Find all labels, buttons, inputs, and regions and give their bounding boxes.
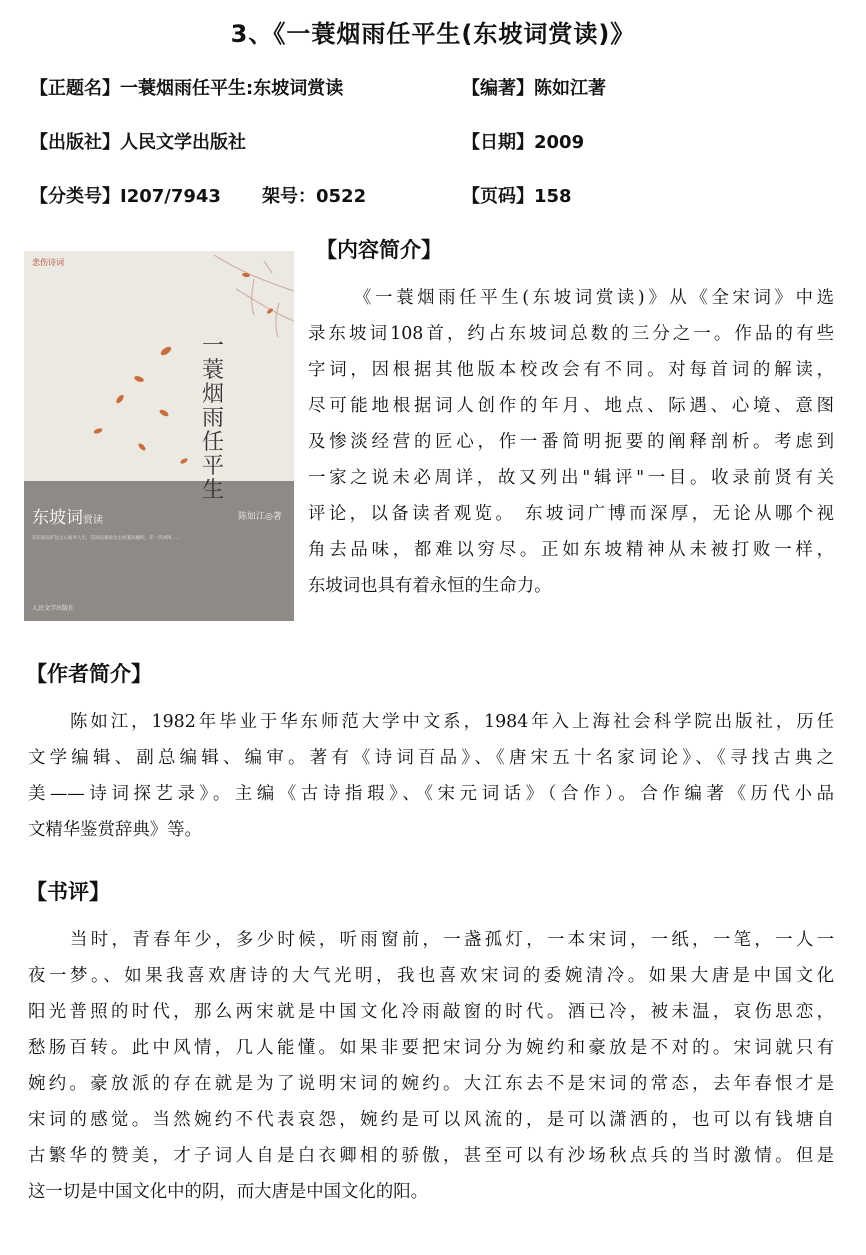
review-line: 宋词的感觉。当然婉约不代表哀怨，婉约是可以风流的，是可以潇洒的，也可以有钱塘自 (28, 1110, 834, 1130)
classification-field (30, 182, 221, 208)
shelf-field (262, 182, 366, 208)
shelf-label: 架号： (262, 186, 316, 207)
summary-heading: 【内容简介】 (316, 238, 442, 262)
review-heading: 【书评】 (26, 880, 110, 904)
author-intro-line: 文精华鉴赏辞典》等。 (28, 820, 202, 840)
author-intro-heading: 【作者简介】 (26, 662, 152, 686)
pages-label: 【页码】 (462, 186, 534, 207)
author-intro-text (28, 704, 834, 848)
date-field (462, 128, 584, 154)
title-value: 一蓑烟雨任平生:东坡词赏读 (120, 78, 344, 99)
author-value: 陈如江著 (534, 78, 606, 99)
review-line: 这一切是中国文化中的阴，而大唐是中国文化的阳。 (28, 1182, 428, 1202)
pages-value: 158 (534, 186, 572, 207)
classification-value: I207/7943 (120, 186, 221, 207)
page-title: 3、《一蓑烟雨任平生(东坡词赏读)》 (230, 20, 636, 48)
shelf-value: 0522 (316, 186, 367, 207)
title-label: 【正题名】 (30, 78, 120, 99)
cover-blurb: 苏东坡以旷达之心面对人生，其词以豪放为主而兼具婉约，开一代词风…… (32, 536, 181, 541)
summary-line: 角去品味，都难以穷尽。正如东坡精神从未被打败一样， (308, 540, 834, 560)
review-line: 当时，青春年少，多少时候，听雨窗前，一盏孤灯，一本宋词，一纸，一笔，一人一 (70, 930, 834, 950)
summary-line: 一家之说未必周详，故又列出"辑评"一目。收录前贤有关 (308, 468, 834, 488)
publisher-value: 人民文学出版社 (120, 132, 246, 153)
book-cover-image (24, 251, 294, 621)
author-intro-line: 文学编辑、副总编辑、编审。著有《诗词百品》、《唐宋五十名家词论》、《寻找古典之 (28, 748, 834, 768)
summary-line: 字词，因根据其他版本校改会有不同。对每首词的解读， (308, 360, 834, 380)
classification-label: 【分类号】 (30, 186, 120, 207)
date-value: 2009 (534, 132, 585, 153)
date-label: 【日期】 (462, 132, 534, 153)
summary-line: 《一蓑烟雨任平生(东坡词赏读)》从《全宋词》中选 (354, 288, 834, 308)
cover-book-title-main: 东坡词 (32, 508, 83, 528)
cover-book-title (32, 503, 103, 528)
review-line: 愁肠百转。此中风情，几人能懂。如果非要把宋词分为婉约和豪放是不对的。宋词就只有 (28, 1038, 834, 1058)
pages-field (462, 182, 572, 208)
summary-line: 评论，以备读者观览。 东坡词广博而深厚，无论从哪个视 (308, 504, 834, 524)
review-line: 阳光普照的时代，那么两宋就是中国文化冷雨敲窗的时代。酒已冷，被未温，哀伤思恋， (28, 1002, 834, 1022)
cover-band (24, 481, 294, 621)
summary-line: 尽可能地根据词人创作的年月、地点、际遇、心境、意图 (308, 396, 834, 416)
review-line: 婉约。豪放派的存在就是为了说明宋词的婉约。大江东去不是宋词的常态，去年春恨才是 (28, 1074, 834, 1094)
summary-line: 东坡词也具有着永恒的生命力。 (308, 576, 552, 596)
review-line: 夜一梦。、如果我喜欢唐诗的大气光明，我也喜欢宋词的委婉清冷。如果大唐是中国文化 (28, 966, 834, 986)
review-text (28, 922, 834, 1210)
title-field (30, 74, 343, 100)
cover-author: 陈如江◎著 (238, 512, 282, 522)
summary-line: 录东坡词108首，约占东坡词总数的三分之一。作品的有些 (308, 324, 834, 344)
author-field (462, 74, 606, 100)
summary-text (308, 280, 834, 604)
summary-line: 及惨淡经营的匠心，作一番简明扼要的阐释剖析。考虑到 (308, 432, 834, 452)
publisher-label: 【出版社】 (30, 132, 120, 153)
cover-series: 悲伤诗词 (32, 258, 64, 267)
review-line: 古繁华的赞美，才子词人自是白衣卿相的骄傲，甚至可以有沙场秋点兵的当时激情。但是 (28, 1146, 834, 1166)
publisher-field (30, 128, 246, 154)
cover-vertical-title: 一蓑烟雨任平生 (202, 334, 225, 503)
author-intro-line: 美——诗词探艺录》。主编《古诗指瑕》、《宋元词话》（合作）。合作编著《历代小品 (28, 784, 834, 804)
cover-publisher: 人民文学出版社 (32, 605, 75, 612)
cover-book-subtitle: 赏读 (83, 515, 103, 526)
author-intro-line: 陈如江，1982年毕业于华东师范大学中文系，1984年入上海社会科学院出版社，历任 (70, 712, 834, 732)
author-label: 【编著】 (462, 78, 534, 99)
